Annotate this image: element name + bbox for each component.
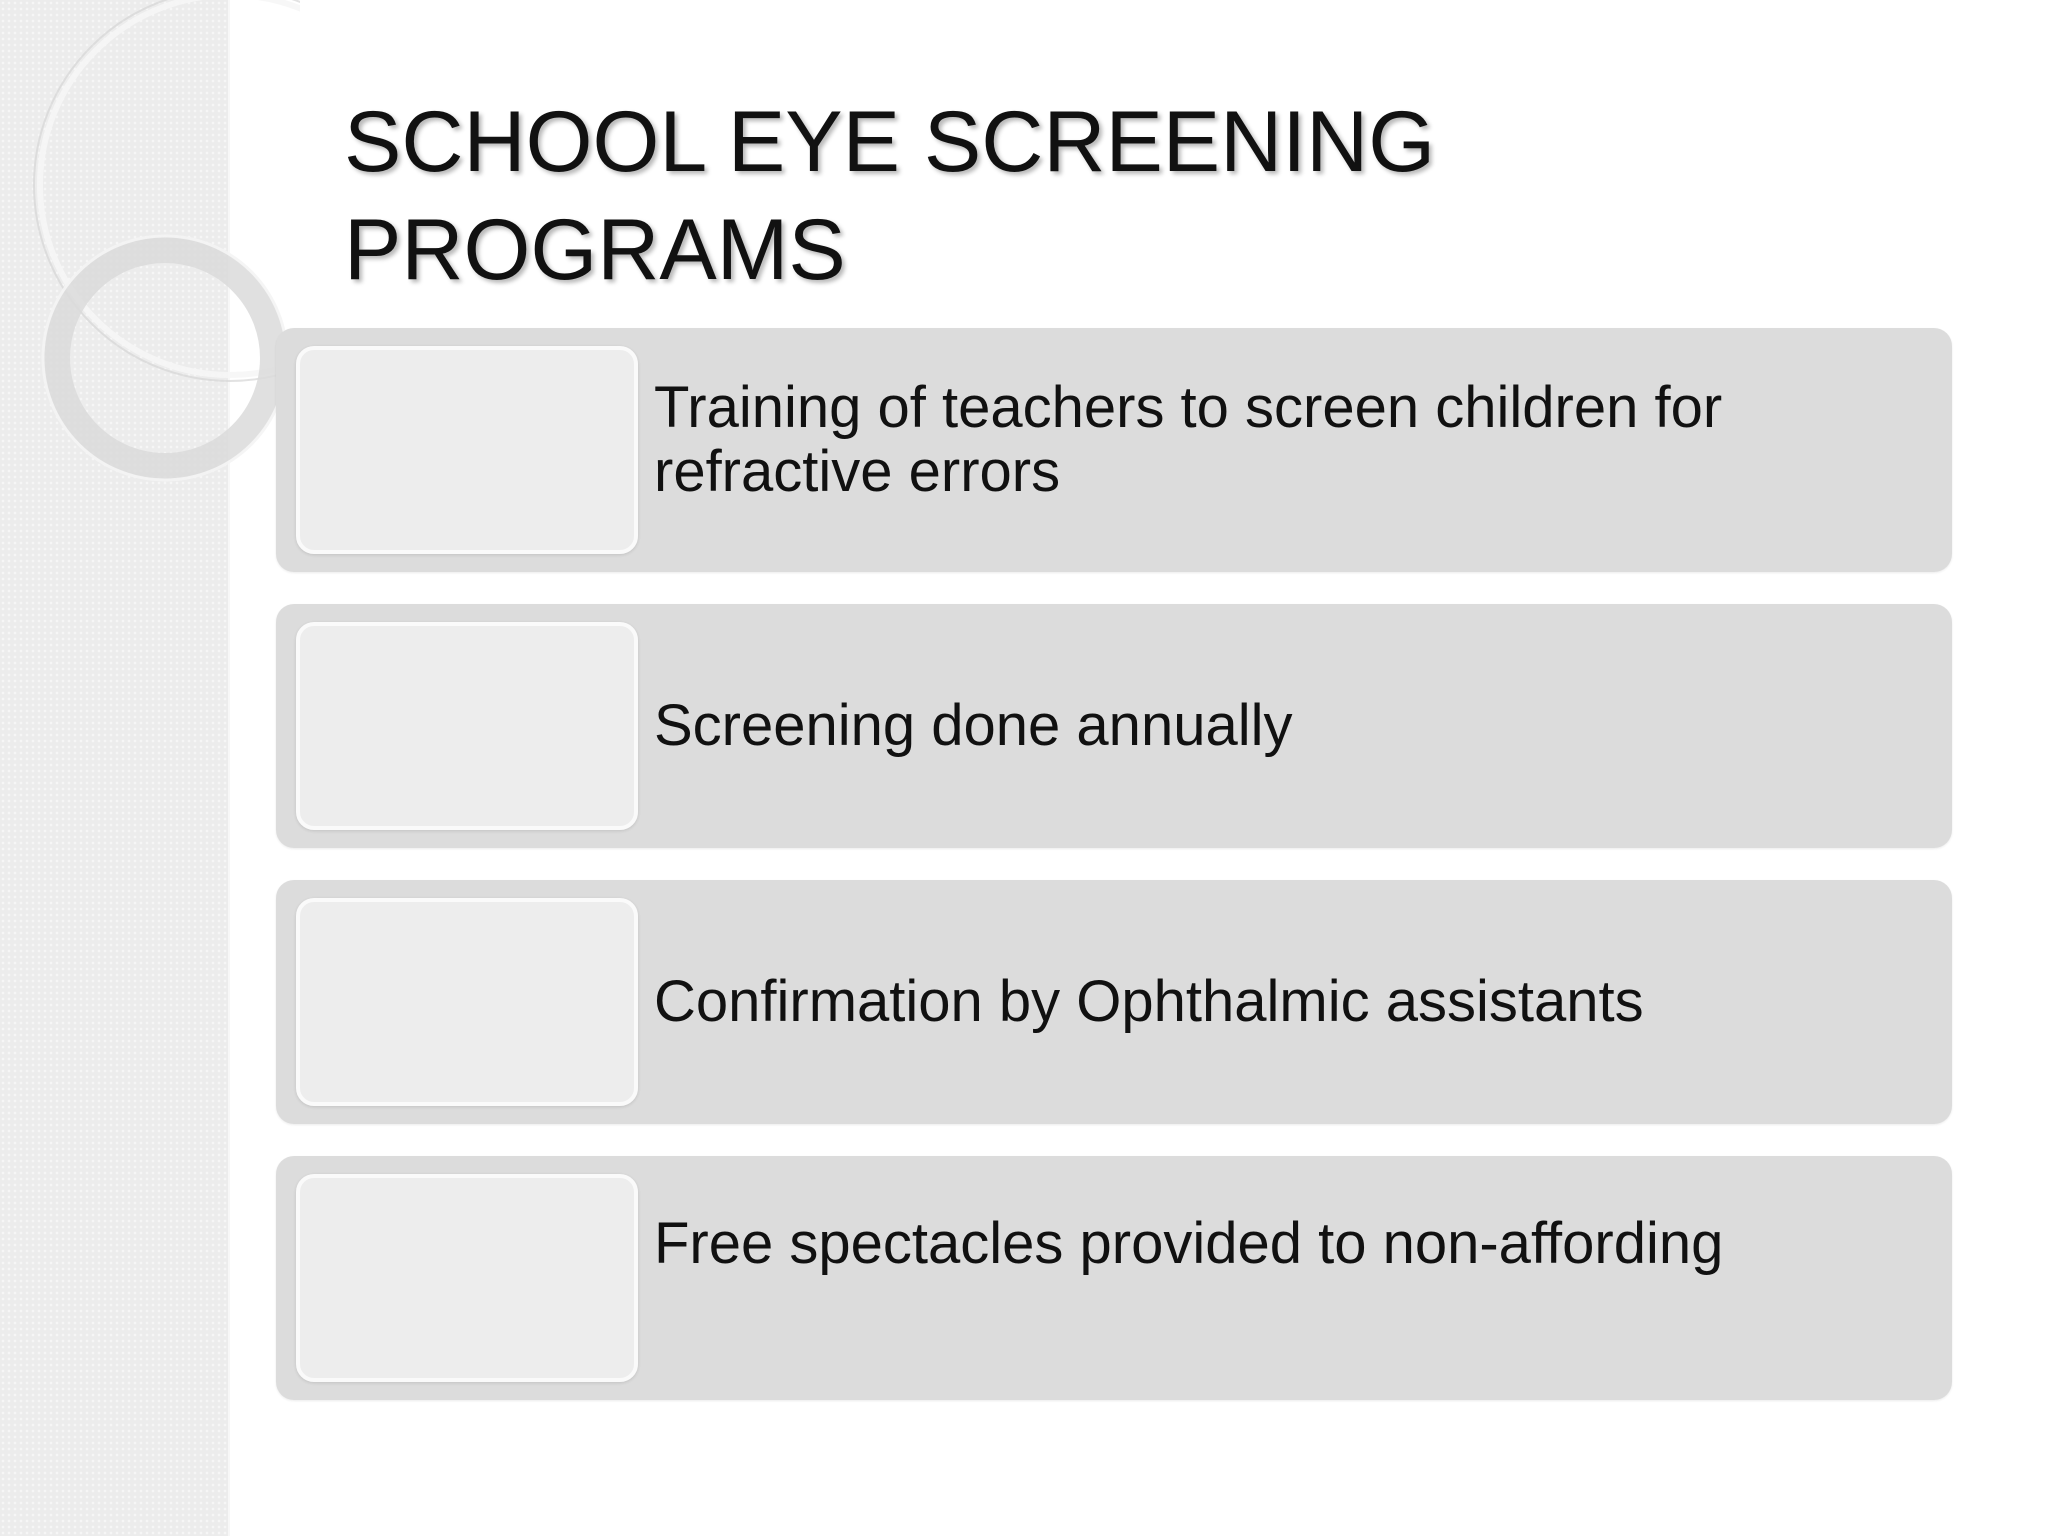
item-list bbox=[276, 328, 1952, 1432]
list-item bbox=[276, 880, 1952, 1124]
list-item bbox=[276, 1156, 1952, 1400]
item-text: Free spectacles provided to non-affording bbox=[654, 1211, 1724, 1276]
decorative-rings bbox=[0, 0, 300, 520]
item-placeholder-box bbox=[296, 1174, 638, 1382]
item-text: Confirmation by Ophthalmic assistants bbox=[654, 969, 1644, 1034]
list-item bbox=[276, 328, 1952, 572]
item-placeholder-box bbox=[296, 898, 638, 1106]
item-placeholder-box bbox=[296, 622, 638, 830]
item-placeholder-box bbox=[296, 346, 638, 554]
list-item bbox=[276, 604, 1952, 848]
slide-title: SCHOOL EYE SCREENING PROGRAMS bbox=[344, 94, 1436, 298]
item-text: Screening done annually bbox=[654, 693, 1293, 758]
item-text: Training of teachers to screen children for refractive errors bbox=[654, 375, 1723, 504]
